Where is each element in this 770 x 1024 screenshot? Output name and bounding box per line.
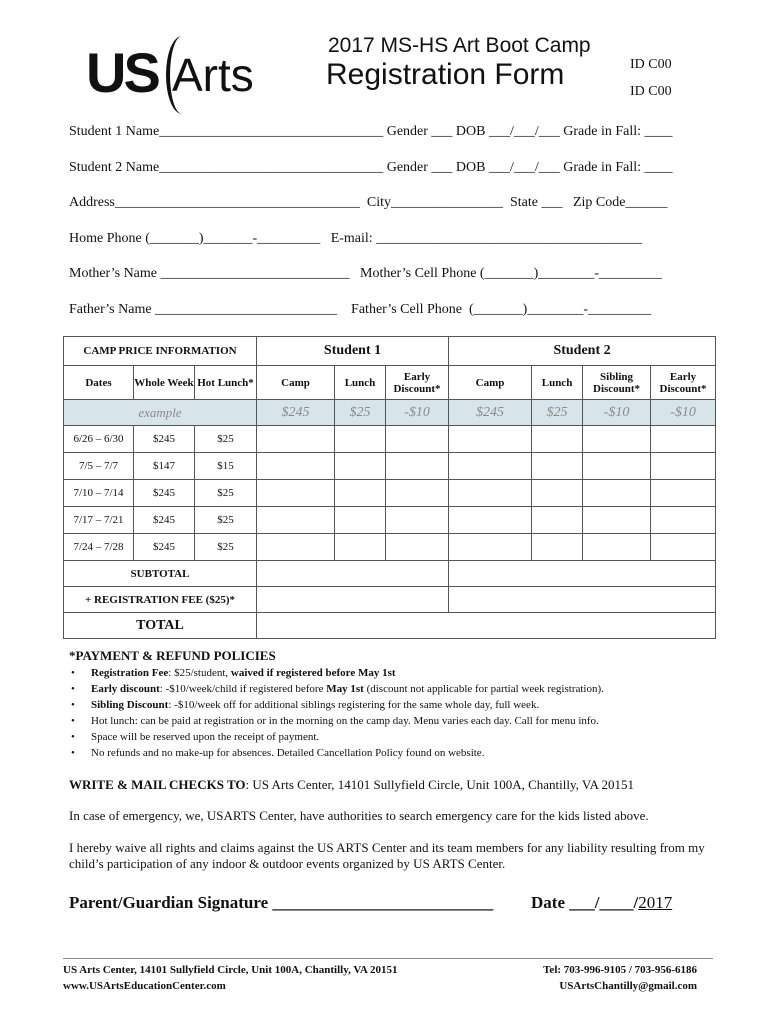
emergency-text: In case of emergency, we, USARTS Center, have authorities to search emergency care for the kids listed above. xyxy=(69,808,649,823)
col-s1-camp: Camp xyxy=(257,366,335,400)
policy-text: Space will be reserved upon the receipt of payment. xyxy=(91,731,320,743)
s2-sibling-cell[interactable] xyxy=(583,480,651,507)
s1-early-cell[interactable] xyxy=(386,426,449,453)
s2-camp-cell[interactable] xyxy=(449,507,532,534)
policies-list xyxy=(69,665,719,761)
s1-lunch-cell[interactable] xyxy=(335,480,386,507)
date-line[interactable] xyxy=(531,893,672,913)
s2-sibling-cell[interactable] xyxy=(583,453,651,480)
col-s2-lunch: Lunch xyxy=(532,366,583,400)
footer-right xyxy=(543,962,697,994)
s1-subtotal-cell[interactable] xyxy=(257,561,449,587)
s2-early-cell[interactable] xyxy=(651,534,716,561)
s2-sibling-cell[interactable] xyxy=(583,507,651,534)
bullet-icon: • xyxy=(71,715,75,727)
checks-address: : US Arts Center, 14101 Sullyfield Circle, Unit 100A, Chantilly, VA 20151 xyxy=(245,777,635,792)
row-hot-lunch: $15 xyxy=(195,453,257,480)
table-row xyxy=(64,507,716,534)
footer-divider xyxy=(63,958,713,959)
table-row xyxy=(64,453,716,480)
form-title: Registration Form xyxy=(326,58,565,91)
example-s2-sibling: -$10 xyxy=(583,400,651,426)
example-s1-early: -$10 xyxy=(386,400,449,426)
example-label: example xyxy=(64,400,257,426)
date-label: Date ___/____/ xyxy=(531,893,639,912)
total-label: TOTAL xyxy=(64,613,257,639)
row-hot-lunch: $25 xyxy=(195,534,257,561)
list-item xyxy=(69,681,719,697)
list-item xyxy=(69,713,719,729)
example-s1-camp: $245 xyxy=(257,400,335,426)
id-label-2: ID C00 xyxy=(630,84,672,99)
waiver-text: I hereby waive all rights and claims against the US ARTS Center and its team members for any liability resulting from my child’s participation of any indoor & outdoor events organized by US ARTS Center. xyxy=(69,840,705,871)
s1-camp-cell[interactable] xyxy=(257,534,335,561)
registration-fee-label: + REGISTRATION FEE ($25)* xyxy=(64,587,257,613)
bullet-icon: • xyxy=(71,683,75,695)
s1-lunch-cell[interactable] xyxy=(335,453,386,480)
father-line[interactable]: Father’s Name __________________________ Father’s Cell Phone (_______)________-_________ xyxy=(69,302,651,317)
s1-early-cell[interactable] xyxy=(386,534,449,561)
id-label-1: ID C00 xyxy=(630,57,672,72)
bullet-icon: • xyxy=(71,731,75,743)
s1-camp-cell[interactable] xyxy=(257,480,335,507)
policy-text: Hot lunch: can be paid at registration or in the morning on the camp day. Menu varies each day. Call for menu info. xyxy=(91,715,599,727)
s2-lunch-cell[interactable] xyxy=(532,480,583,507)
table-row xyxy=(64,480,716,507)
row-hot-lunch: $25 xyxy=(195,426,257,453)
row-whole-week: $245 xyxy=(134,534,195,561)
checks-label: WRITE & MAIL CHECKS TO xyxy=(69,777,246,792)
s1-early-cell[interactable] xyxy=(386,480,449,507)
policy-text: : -$10/week off for additional siblings registering for the same whole day, full week. xyxy=(168,699,540,711)
camp-price-table xyxy=(63,336,716,639)
col-s2-camp: Camp xyxy=(449,366,532,400)
s1-lunch-cell[interactable] xyxy=(335,507,386,534)
student2-header: Student 2 xyxy=(449,337,716,366)
s1-lunch-cell[interactable] xyxy=(335,426,386,453)
policy-bold: waived if registered before May 1st xyxy=(230,667,396,679)
s2-early-cell[interactable] xyxy=(651,426,716,453)
col-whole-week: Whole Week xyxy=(134,366,195,400)
policy-bold: May 1st xyxy=(326,683,364,695)
logo-us-text: US xyxy=(86,41,158,104)
row-dates: 7/24 – 7/28 xyxy=(64,534,134,561)
s2-sibling-cell[interactable] xyxy=(583,426,651,453)
row-whole-week: $147 xyxy=(134,453,195,480)
s2-sibling-cell[interactable] xyxy=(583,534,651,561)
example-s1-lunch: $25 xyxy=(335,400,386,426)
footer-address: US Arts Center, 14101 Sullyfield Circle, Unit 100A, Chantilly, VA 20151 xyxy=(63,964,398,976)
policy-bold: Registration Fee xyxy=(91,667,169,679)
checks-line xyxy=(69,777,729,793)
usarts-logo xyxy=(80,34,255,114)
date-year: 2017 xyxy=(638,893,673,912)
s1-early-cell[interactable] xyxy=(386,453,449,480)
logo-arts-text: Arts xyxy=(172,49,254,101)
row-dates: 7/17 – 7/21 xyxy=(64,507,134,534)
table-row xyxy=(64,534,716,561)
row-whole-week: $245 xyxy=(134,480,195,507)
s1-camp-cell[interactable] xyxy=(257,453,335,480)
mother-line[interactable]: Mother’s Name ___________________________ Mother’s Cell Phone (_______)________-_________ xyxy=(69,266,662,281)
col-hot-lunch: Hot Lunch* xyxy=(195,366,257,400)
total-cell[interactable] xyxy=(257,613,716,639)
footer-email[interactable]: USArtsChantilly@gmail.com xyxy=(559,980,697,992)
s2-lunch-cell[interactable] xyxy=(532,453,583,480)
student1-header: Student 1 xyxy=(257,337,449,366)
policy-text: No refunds and no make-up for absences. Detailed Cancellation Policy found on website. xyxy=(91,747,485,759)
policies-title: *PAYMENT & REFUND POLICIES xyxy=(69,648,276,663)
s2-camp-cell[interactable] xyxy=(449,480,532,507)
row-dates: 7/5 – 7/7 xyxy=(64,453,134,480)
s2-early-cell[interactable] xyxy=(651,453,716,480)
col-s1-early-discount: Early Discount* xyxy=(386,366,449,400)
policy-text: : $25/student, xyxy=(168,667,231,679)
bullet-icon: • xyxy=(71,699,75,711)
student1-line[interactable]: Student 1 Name________________________________ Gender ___ DOB ___/___/___ Grade in Fall: ____ xyxy=(69,124,673,139)
form-subtitle: 2017 MS-HS Art Boot Camp xyxy=(328,34,591,57)
col-s2-sibling-discount: Sibling Discount* xyxy=(583,366,651,400)
list-item xyxy=(69,745,719,761)
table-row xyxy=(64,426,716,453)
row-hot-lunch: $25 xyxy=(195,507,257,534)
s2-camp-cell[interactable] xyxy=(449,453,532,480)
list-item xyxy=(69,665,719,681)
bullet-icon: • xyxy=(71,667,75,679)
s1-lunch-cell[interactable] xyxy=(335,534,386,561)
s2-regfee-cell[interactable] xyxy=(449,587,716,613)
s1-early-cell[interactable] xyxy=(386,507,449,534)
list-item xyxy=(69,697,719,713)
s2-early-cell[interactable] xyxy=(651,480,716,507)
policy-text: : -$10/week/child if registered before xyxy=(159,683,327,695)
s2-lunch-cell[interactable] xyxy=(532,507,583,534)
s1-regfee-cell[interactable] xyxy=(257,587,449,613)
col-s1-lunch: Lunch xyxy=(335,366,386,400)
s2-subtotal-cell[interactable] xyxy=(449,561,716,587)
row-whole-week: $245 xyxy=(134,426,195,453)
s2-camp-cell[interactable] xyxy=(449,426,532,453)
row-whole-week: $245 xyxy=(134,507,195,534)
example-s2-lunch: $25 xyxy=(532,400,583,426)
bullet-icon: • xyxy=(71,747,75,759)
row-dates: 7/10 – 7/14 xyxy=(64,480,134,507)
row-hot-lunch: $25 xyxy=(195,480,257,507)
col-s2-early-discount: Early Discount* xyxy=(651,366,716,400)
footer-website[interactable]: www.USArtsEducationCenter.com xyxy=(63,980,226,992)
example-s2-early: -$10 xyxy=(651,400,716,426)
s2-lunch-cell[interactable] xyxy=(532,534,583,561)
col-dates: Dates xyxy=(64,366,134,400)
row-dates: 6/26 – 6/30 xyxy=(64,426,134,453)
footer-left xyxy=(63,962,398,994)
phone-email-line[interactable]: Home Phone (_______)_______-_________ E-mail: ______________________________________ xyxy=(69,231,643,246)
footer-phone: Tel: 703-996-9105 / 703-956-6186 xyxy=(543,964,697,976)
address-line[interactable]: Address___________________________________ City________________ State ___ Zip Code______ xyxy=(69,195,668,210)
subtotal-label: SUBTOTAL xyxy=(64,561,257,587)
student2-line[interactable]: Student 2 Name________________________________ Gender ___ DOB ___/___/___ Grade in Fall: ____ xyxy=(69,160,673,175)
example-s2-camp: $245 xyxy=(449,400,532,426)
s2-camp-cell[interactable] xyxy=(449,534,532,561)
signature-line[interactable]: Parent/Guardian Signature __________________________ xyxy=(69,893,494,912)
policy-bold: Early discount xyxy=(91,683,160,695)
policy-text: (discount not applicable for partial week registration). xyxy=(363,683,604,695)
s2-lunch-cell[interactable] xyxy=(532,426,583,453)
policy-bold: Sibling Discount xyxy=(91,699,169,711)
list-item xyxy=(69,729,719,745)
s1-camp-cell[interactable] xyxy=(257,426,335,453)
s1-camp-cell[interactable] xyxy=(257,507,335,534)
camp-price-info-header: CAMP PRICE INFORMATION xyxy=(64,337,257,366)
s2-early-cell[interactable] xyxy=(651,507,716,534)
